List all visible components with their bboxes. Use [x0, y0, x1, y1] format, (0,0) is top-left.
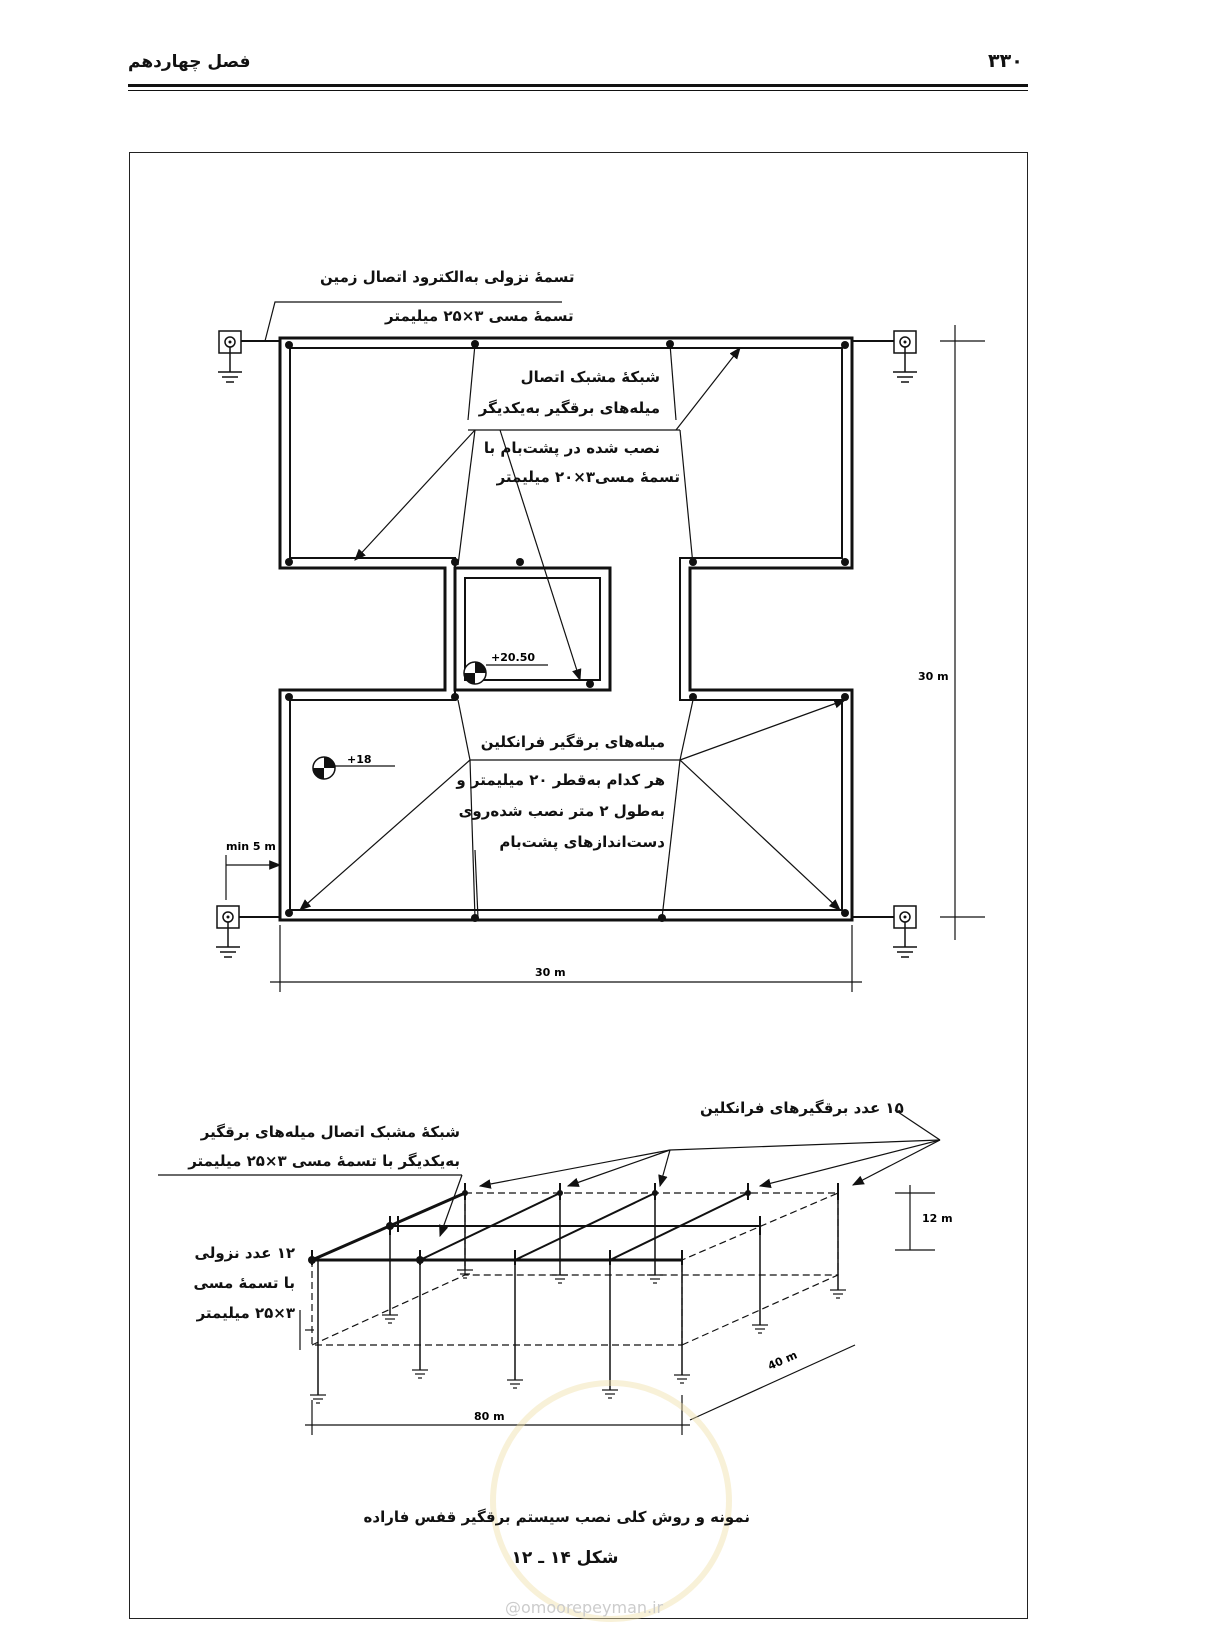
iso-mesh-label: به‌یکدیگر با تسمهٔ مسی ۳×۲۵ میلیمتر [188, 1152, 460, 1170]
watermark-seal [490, 1380, 732, 1622]
rods-label: به‌طول ۲ متر نصب شده‌روی [458, 802, 665, 820]
mesh-label: تسمهٔ مسی۳×۲۰ میلیمتر [496, 468, 680, 486]
plan-height-dimension: 30 m [918, 670, 949, 683]
level-high: +20.50 [491, 651, 536, 664]
rods-label: هر کدام به‌قطر ۲۰ میلیمتر و [456, 771, 665, 789]
ground-electrode-icon [218, 331, 242, 382]
mesh-label: نصب شده در پشت‌بام با [483, 439, 660, 457]
rods-label: دست‌اندازهای پشت‌بام [499, 833, 665, 851]
min-distance-dimension: min 5 m [226, 840, 276, 853]
watermark-url: @omoorepeyman.ir [505, 1598, 664, 1617]
iso-mesh-label: شبکهٔ مشبک اتصال میله‌های برقگیر [200, 1123, 460, 1141]
rods-label: میله‌های برقگیر فرانکلین [480, 733, 665, 751]
ground-electrode-icon [216, 906, 240, 957]
iso-length-dimension: 80 m [474, 1410, 505, 1423]
rods-count-label: ۱۵ عدد برقگیرهای فرانکلین [700, 1099, 904, 1117]
page-number: ۳۳۰ [988, 50, 1023, 72]
chapter-title: فصل چهاردهم [128, 52, 251, 72]
ground-electrode-icon [893, 906, 917, 957]
figure-caption: نمونه و روش کلی نصب سیستم برقگیر قفس فاراده [363, 1508, 750, 1526]
figure-number: شکل ۱۴ ـ ۱۲ [511, 1548, 619, 1568]
down-conductor-label: تسمهٔ نزولی به‌الکترود اتصال زمین [320, 268, 575, 286]
plan-width-dimension: 30 m [535, 966, 566, 979]
isometric-cage [312, 1183, 838, 1395]
iso-down-label: ۳×۲۵ میلیمتر [196, 1304, 295, 1322]
iso-depth-dimension: 40 m [765, 1348, 800, 1373]
mesh-label: میله‌های برقگیر به‌یکدیگر [478, 399, 660, 417]
mesh-label: شبکهٔ مشبک اتصال [520, 368, 660, 386]
iso-down-label: ۱۲ عدد نزولی [194, 1244, 295, 1262]
iso-height-dimension: 12 m [922, 1212, 953, 1225]
iso-down-label: با تسمهٔ مسی [193, 1274, 295, 1292]
plan-dimensions [226, 325, 985, 992]
down-conductor-strip-label: تسمهٔ مسی ۳×۲۵ میلیمتر [385, 307, 574, 325]
ground-electrode-icon [893, 331, 917, 382]
level-low: +18 [347, 753, 372, 766]
